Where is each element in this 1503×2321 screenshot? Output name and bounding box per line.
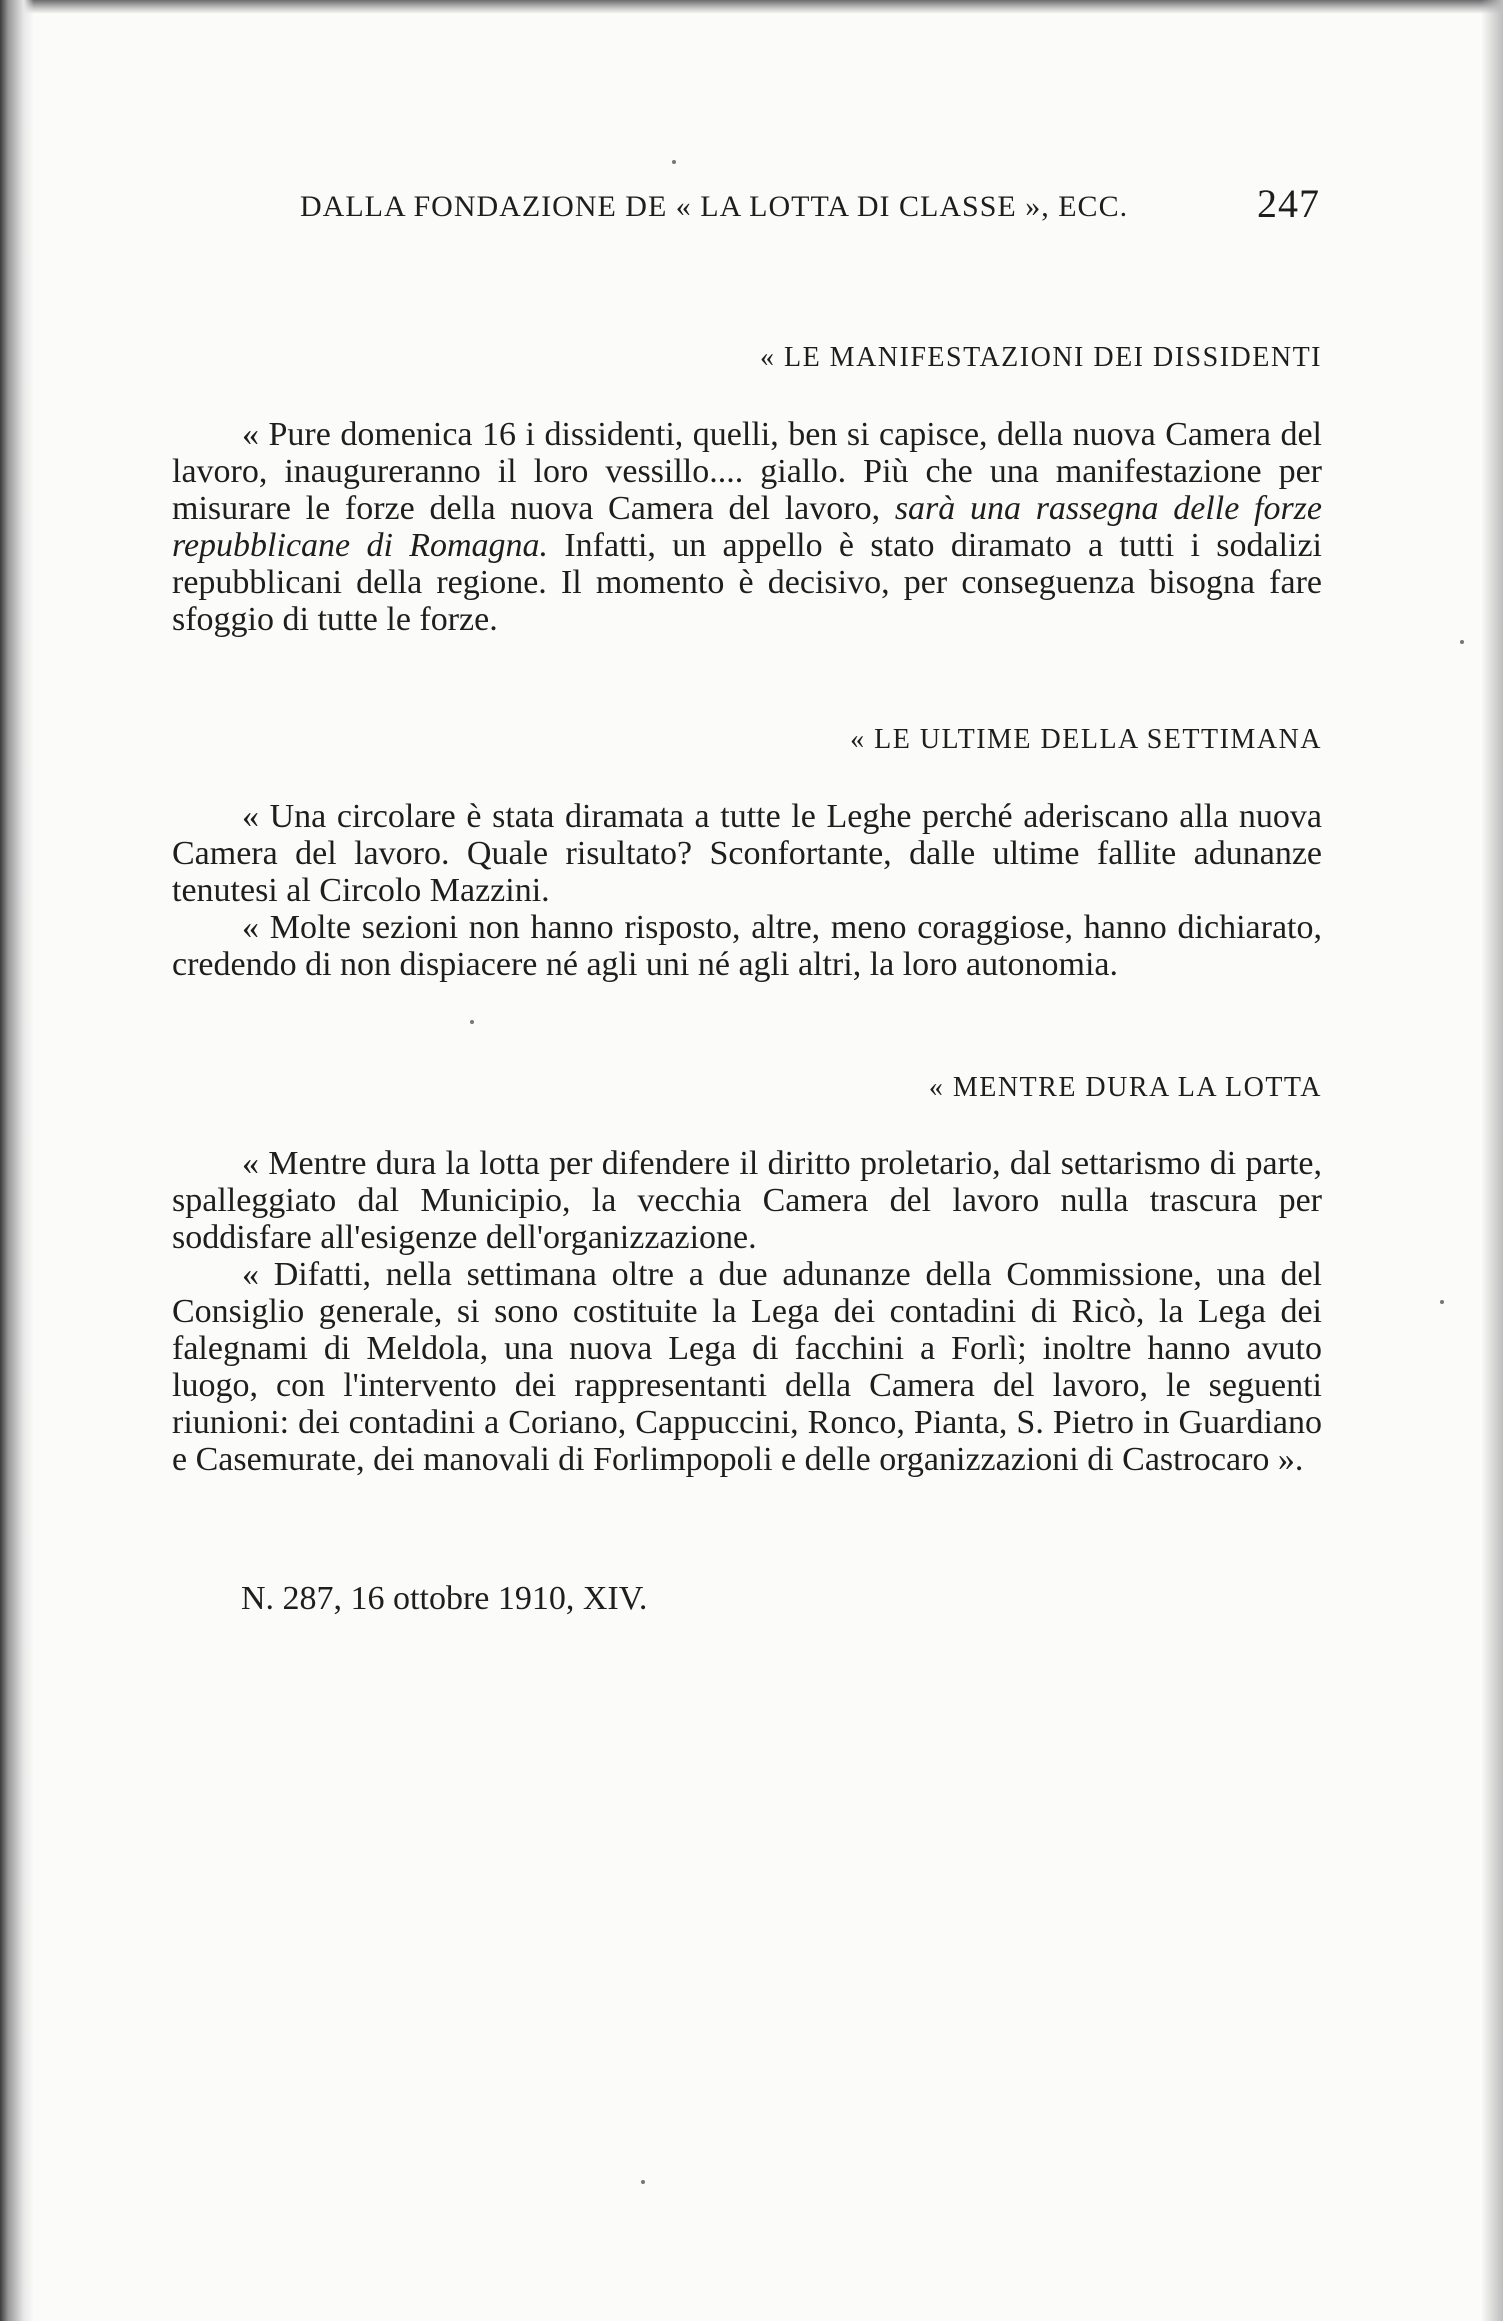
section-heading-manifestazioni: « LE MANIFESTAZIONI DEI DISSIDENTI (759, 342, 1322, 373)
scan-speck (641, 2180, 645, 2184)
scan-edge-right (1481, 0, 1503, 2321)
paragraph-text: Infatti, un appello è stato diramato a tutti i sodalizi repubblicani della regione. Il momento è decisivo, per conseguenza bisogna fare sfoggio di tutte le forze. (172, 527, 1323, 638)
running-header (300, 180, 1320, 240)
section-body-mentre (172, 1145, 1322, 1478)
scan-speck (470, 1020, 474, 1024)
scan-edge-left (0, 0, 34, 2321)
scan-speck (1440, 1300, 1444, 1304)
italic-text: sarà una rassegna delle forze repubblicane di Romagna. (172, 490, 1322, 564)
page-number: 247 (1257, 181, 1320, 226)
section-heading-mentre: « MENTRE DURA LA LOTTA (928, 1072, 1322, 1103)
paragraph: « Molte sezioni non hanno risposto, altre, meno coraggiose, hanno dichiarato, credendo di non dispiacere né agli uni né agli altri, la loro autonomia. (172, 909, 1322, 983)
paragraph (172, 416, 1322, 638)
section-heading-ultime: « LE ULTIME DELLA SETTIMANA (850, 724, 1322, 755)
paragraph: « Una circolare è stata diramata a tutte le Leghe perché aderiscano alla nuova Camera del lavoro. Quale risultato? Sconfortante, dalle ultime fallite adunanze tenutesi al Circolo Mazzini. (172, 798, 1322, 909)
paragraph: « Difatti, nella settimana oltre a due adunanze della Commissione, una del Consiglio generale, si sono costituite la Lega dei contadini di Ricò, la Lega dei falegnami di Meldola, una nuova Lega di facchini a Forlì; inoltre hanno avuto luogo, con l'intervento dei rappresentanti della Camera del lavoro, le seguenti riunioni: dei contadini a Coriano, Cappuccini, Ronco, Pianta, S. Pietro in Guardiano e Casemurate, dei manovali di Forlimpopoli e delle organizzazioni di Castrocaro ». (172, 1256, 1322, 1478)
paragraph-text: « Pure domenica 16 i dissidenti, quelli, ben si capisce, della nuova Camera del lavoro, inaugureranno il loro vessillo.... giallo. Più che una manifestazione per misurare le forze della nuova Camera del lavoro, (172, 416, 1322, 527)
scan-speck (1460, 640, 1464, 644)
citation: N. 287, 16 ottobre 1910, XIV. (241, 1580, 648, 1617)
section-body-ultime (172, 798, 1322, 983)
scan-edge-top (0, 0, 1503, 14)
paragraph: « Mentre dura la lotta per difendere il diritto proletario, dal settarismo di parte, spalleggiato dal Municipio, la vecchia Camera del lavoro nulla trascura per soddisfare all'esigenze dell'organizzazione. (172, 1145, 1322, 1256)
running-title: DALLA FONDAZIONE DE « LA LOTTA DI CLASSE », ECC. (300, 190, 1129, 223)
section-body-manifestazioni (172, 416, 1322, 638)
scan-speck (672, 160, 676, 164)
